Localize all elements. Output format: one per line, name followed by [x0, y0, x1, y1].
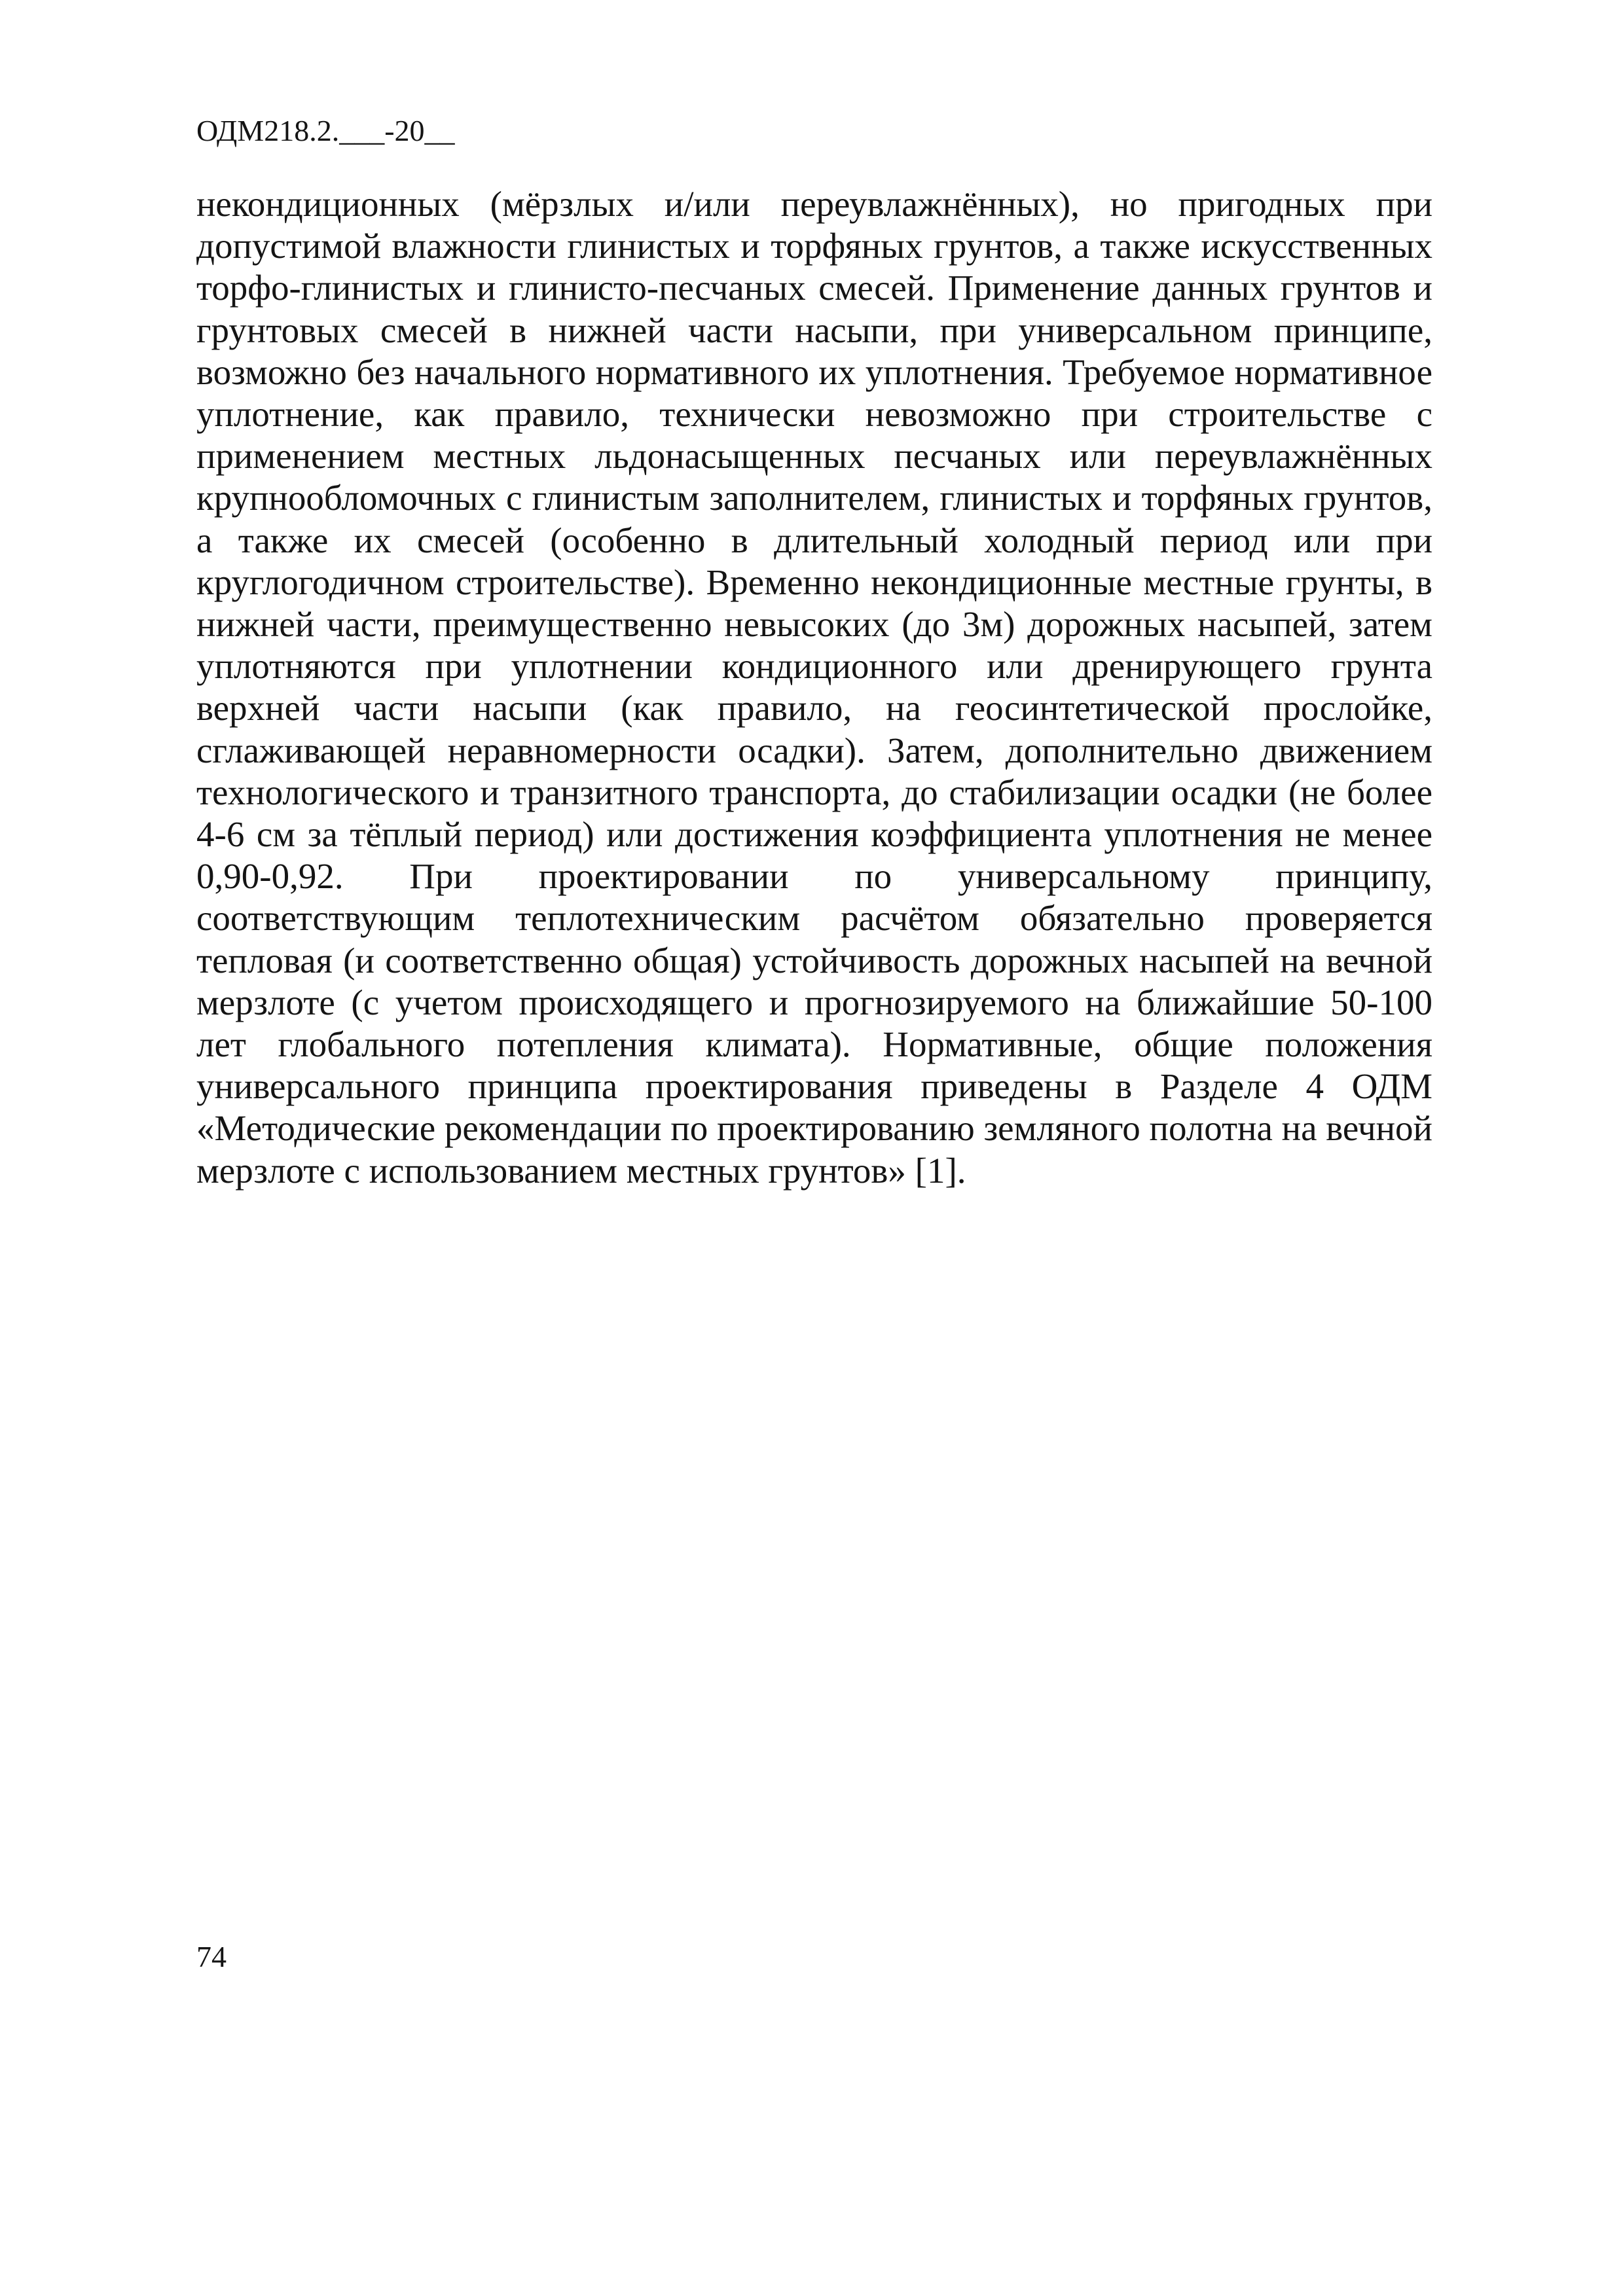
document-header: ОДМ218.2.___-20__: [196, 114, 455, 147]
page-number: 74: [196, 1940, 227, 1973]
body-paragraph: некондиционных (мёрзлых и/или переувлажнённых), но пригодных при допустимой влажности глинистых и торфяных грунтов, а также искусственных торфо-глинистых и глинисто-песчаных смесей. Применение данных грунтов и грунтовых смесей в нижней части насыпи, при универсальном принципе, возможно без начального нормативного их уплотнения. Требуемое нормативное уплотнение, как правило, технически невозможно при строительстве с применением местных льдонасыщенных песчаных или переувлажнённых крупнообломочных с глинистым заполнителем, глинистых и торфяных грунтов, а также их смесей (особенно в длительный холодный период или при круглогодичном строительстве). Временно некондиционные местные грунты, в нижней части, преимущественно невысоких (до 3м) дорожных насыпей, затем уплотняются при уплотнении кондиционного или дренирующего грунта верхней части насыпи (как правило, на геосинтетической прослойке, сглаживающей неравномерности осадки). Затем, дополнительно движением технологического и транзитного транспорта, до стабилизации осадки (не более 4-6 см за тёплый период) или достижения коэффициента уплотнения не менее 0,90-0,92. При проектировании по универсальному принципу, соответствующим теплотехническим расчётом обязательно проверяется тепловая (и соответственно общая) устойчивость дорожных насыпей на вечной мерзлоте (с учетом происходящего и прогнозируемого на ближайшие 50-100 лет глобального потепления климата). Нормативные, общие положения универсального принципа проектирования приведены в Разделе 4 ОДМ «Методические рекомендации по проектированию земляного полотна на вечной мерзлоте с использованием местных грунтов» [1].: [196, 184, 1432, 1191]
